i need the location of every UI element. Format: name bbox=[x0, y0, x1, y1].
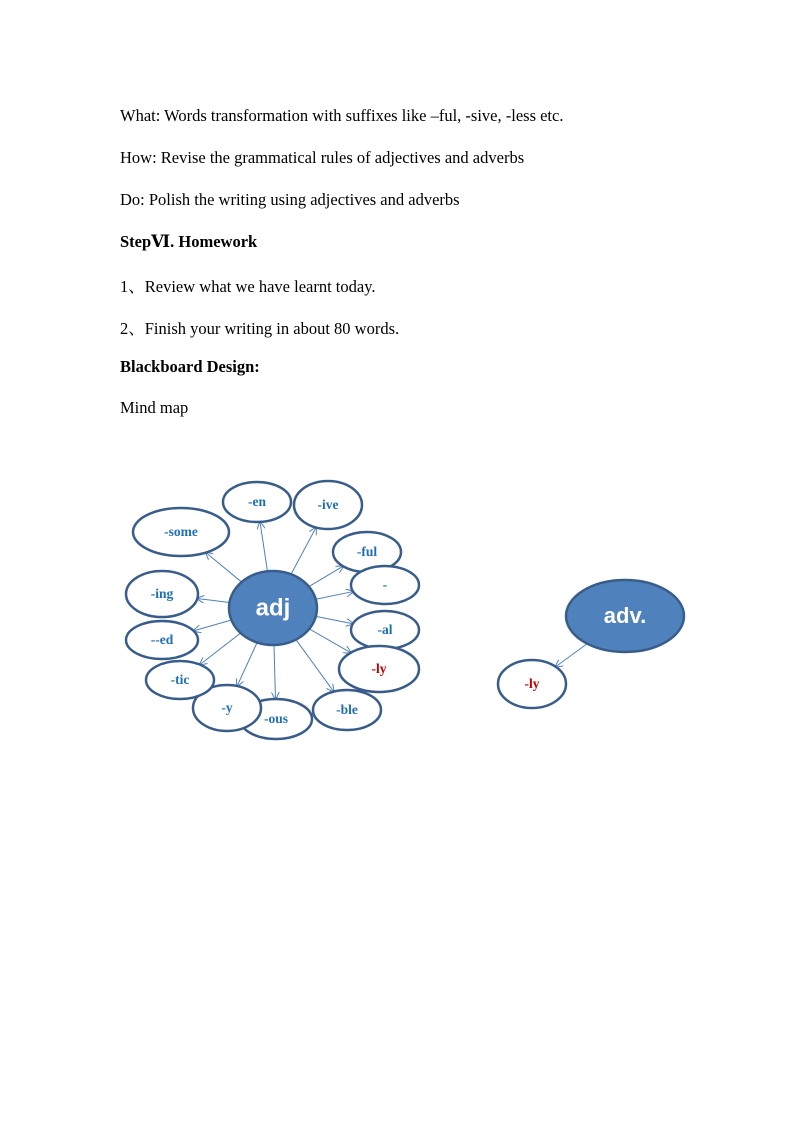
suffix-label-adj-1: -en bbox=[248, 494, 266, 510]
suffix-label-adj-4: - bbox=[382, 577, 388, 593]
arrow-adj-12 bbox=[197, 598, 229, 602]
suffix-label-adj-7: -ble bbox=[336, 702, 358, 718]
homework-item-1: 1、Review what we have learnt today. bbox=[120, 277, 376, 296]
arrow-adj-11 bbox=[194, 620, 232, 631]
arrow-adj-0 bbox=[206, 553, 242, 583]
arrow-adv-0 bbox=[556, 644, 588, 667]
arrow-adj-9 bbox=[237, 643, 257, 687]
nodes-layer bbox=[126, 481, 684, 739]
suffix-label-adj-3: -ful bbox=[356, 544, 378, 560]
arrow-adj-5 bbox=[316, 616, 353, 623]
arrow-adj-6 bbox=[309, 629, 350, 653]
center-label-adv: adv. bbox=[603, 602, 647, 628]
mind-map-label: Mind map bbox=[120, 398, 189, 417]
homework-item-2: 2、Finish your writing in about 80 words. bbox=[120, 319, 400, 338]
blackboard-heading: Blackboard Design: bbox=[120, 357, 260, 376]
suffix-label-adj-10: -tic bbox=[170, 672, 190, 688]
suffix-label-adj-9: -y bbox=[221, 700, 233, 716]
suffix-label-adj-2: -ive bbox=[317, 497, 339, 513]
suffix-label-adj-6: -ly bbox=[371, 661, 387, 677]
how-line: How: Revise the grammatical rules of adjectives and adverbs bbox=[120, 148, 525, 167]
arrow-adj-7 bbox=[296, 640, 334, 692]
suffix-label-adj-8: -ous bbox=[263, 711, 289, 727]
center-label-adj: adj bbox=[255, 594, 291, 622]
what-line: What: Words transformation with suffixes like –ful, -sive, -less etc. bbox=[120, 106, 564, 125]
suffix-label-adj-12: -ing bbox=[150, 586, 174, 602]
arrow-adj-4 bbox=[316, 592, 353, 600]
suffix-label-adv-0: -ly bbox=[524, 676, 540, 692]
suffix-label-adj-11: --ed bbox=[150, 632, 174, 648]
suffix-label-adj-5: -al bbox=[377, 622, 393, 638]
arrow-adj-1 bbox=[260, 522, 267, 571]
suffix-label-adj-0: -some bbox=[164, 524, 198, 540]
arrow-adj-10 bbox=[200, 633, 241, 665]
arrow-adj-2 bbox=[291, 527, 316, 574]
do-line: Do: Polish the writing using adjectives and adverbs bbox=[120, 190, 460, 209]
arrow-adj-8 bbox=[274, 645, 275, 699]
arrow-adj-3 bbox=[309, 566, 343, 586]
step-heading: StepⅥ. Homework bbox=[120, 232, 258, 251]
